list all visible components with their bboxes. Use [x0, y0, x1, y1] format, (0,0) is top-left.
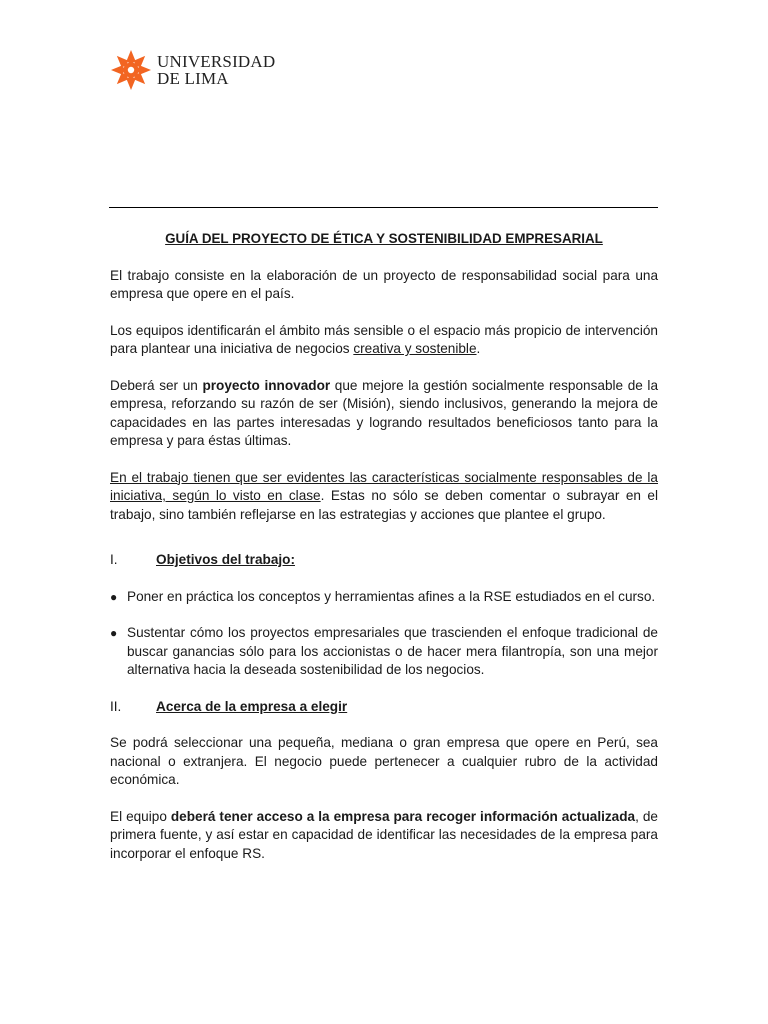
document-title: GUÍA DEL PROYECTO DE ÉTICA Y SOSTENIBILIDAD EMPRESARIAL — [165, 231, 603, 246]
paragraph-4-underlined: En el trabajo tienen que ser evidentes las características socialmente responsables de la iniciativa, según lo visto en clase — [110, 469, 658, 503]
paragraph-5: Se podrá seleccionar una pequeña, mediana o gran empresa que opere en Perú, sea nacional o extranjera. El negocio puede pertenecer a cualquier rubro de la actividad económica. — [110, 735, 658, 787]
section-2-label: Acerca de la empresa a elegir — [156, 698, 348, 714]
bullet-icon: ● — [110, 626, 118, 640]
section-2-number: II. — [110, 698, 122, 714]
paragraph-3-rest: que mejore la gestión socialmente responsable de la empresa, reforzando su razón de ser (Misión), siendo inclusivos, generando la mejora de capacidades en las partes interesadas y logrando resultados beneficiosos tanto para la empresa y para éstas últimas. — [110, 377, 659, 448]
paragraph-4 — [110, 469, 658, 525]
paragraph-2-end: . — [476, 341, 481, 356]
paragraph-6-bold: deberá tener acceso a la empresa para recoger información actualizada — [170, 808, 636, 824]
list-item-text: Poner en práctica los conceptos y herramientas afines a la RSE estudiados en el curso. — [127, 588, 656, 604]
paragraph-3-start: Deberá ser un — [110, 377, 203, 393]
paragraph-6-rest: , de primera fuente, y así estar en capacidad de identificar las necesidades de la empresa para incorporar el enfoque RS. — [110, 808, 658, 861]
list-item-text: Sustentar cómo los proyectos empresariales que trascienden el enfoque tradicional de buscar ganancias sólo para los accionistas o de hacer mera filantropía, son una mejor alternativa hacia la deseada sostenibilidad de los negocios. — [127, 625, 658, 677]
paragraph-2 — [110, 322, 658, 359]
paragraph-2-underlined: creativa y sostenible — [353, 341, 477, 356]
bullet-icon: ● — [110, 589, 118, 604]
document-body — [110, 230, 658, 881]
paragraph-2-text: Los equipos identificarán el ámbito más sensible o el espacio más propicio de intervención para plantear una iniciativa de negocios — [110, 322, 658, 356]
logo-line-1: UNIVERSIDAD — [157, 52, 276, 71]
paragraph-4-rest: . Estas no sólo se deben comentar o subrayar en el trabajo, sino también reflejarse en las estrategias y acciones que plantee el grupo. — [110, 488, 658, 522]
paragraph-6-start: El equipo — [110, 808, 171, 824]
paragraph-6 — [110, 808, 658, 864]
list-item — [110, 624, 658, 680]
logo-wordmark — [157, 53, 275, 87]
header-divider — [109, 207, 658, 208]
section-heading-1 — [110, 551, 658, 570]
section-heading-2 — [110, 698, 658, 717]
paragraph-1: El trabajo consiste en la elaboración de un proyecto de responsabilidad social para una empresa que opere en el país. — [110, 267, 658, 301]
list-item — [110, 588, 658, 607]
section-1-number: I. — [110, 552, 118, 567]
paragraph-3 — [110, 377, 658, 451]
flower-logo-icon — [110, 49, 152, 91]
section-1-label: Objetivos del trabajo: — [156, 552, 295, 567]
paragraph-3-bold: proyecto innovador — [202, 377, 331, 393]
logo-line-2: DE LIMA — [157, 69, 229, 88]
university-logo — [110, 49, 275, 91]
